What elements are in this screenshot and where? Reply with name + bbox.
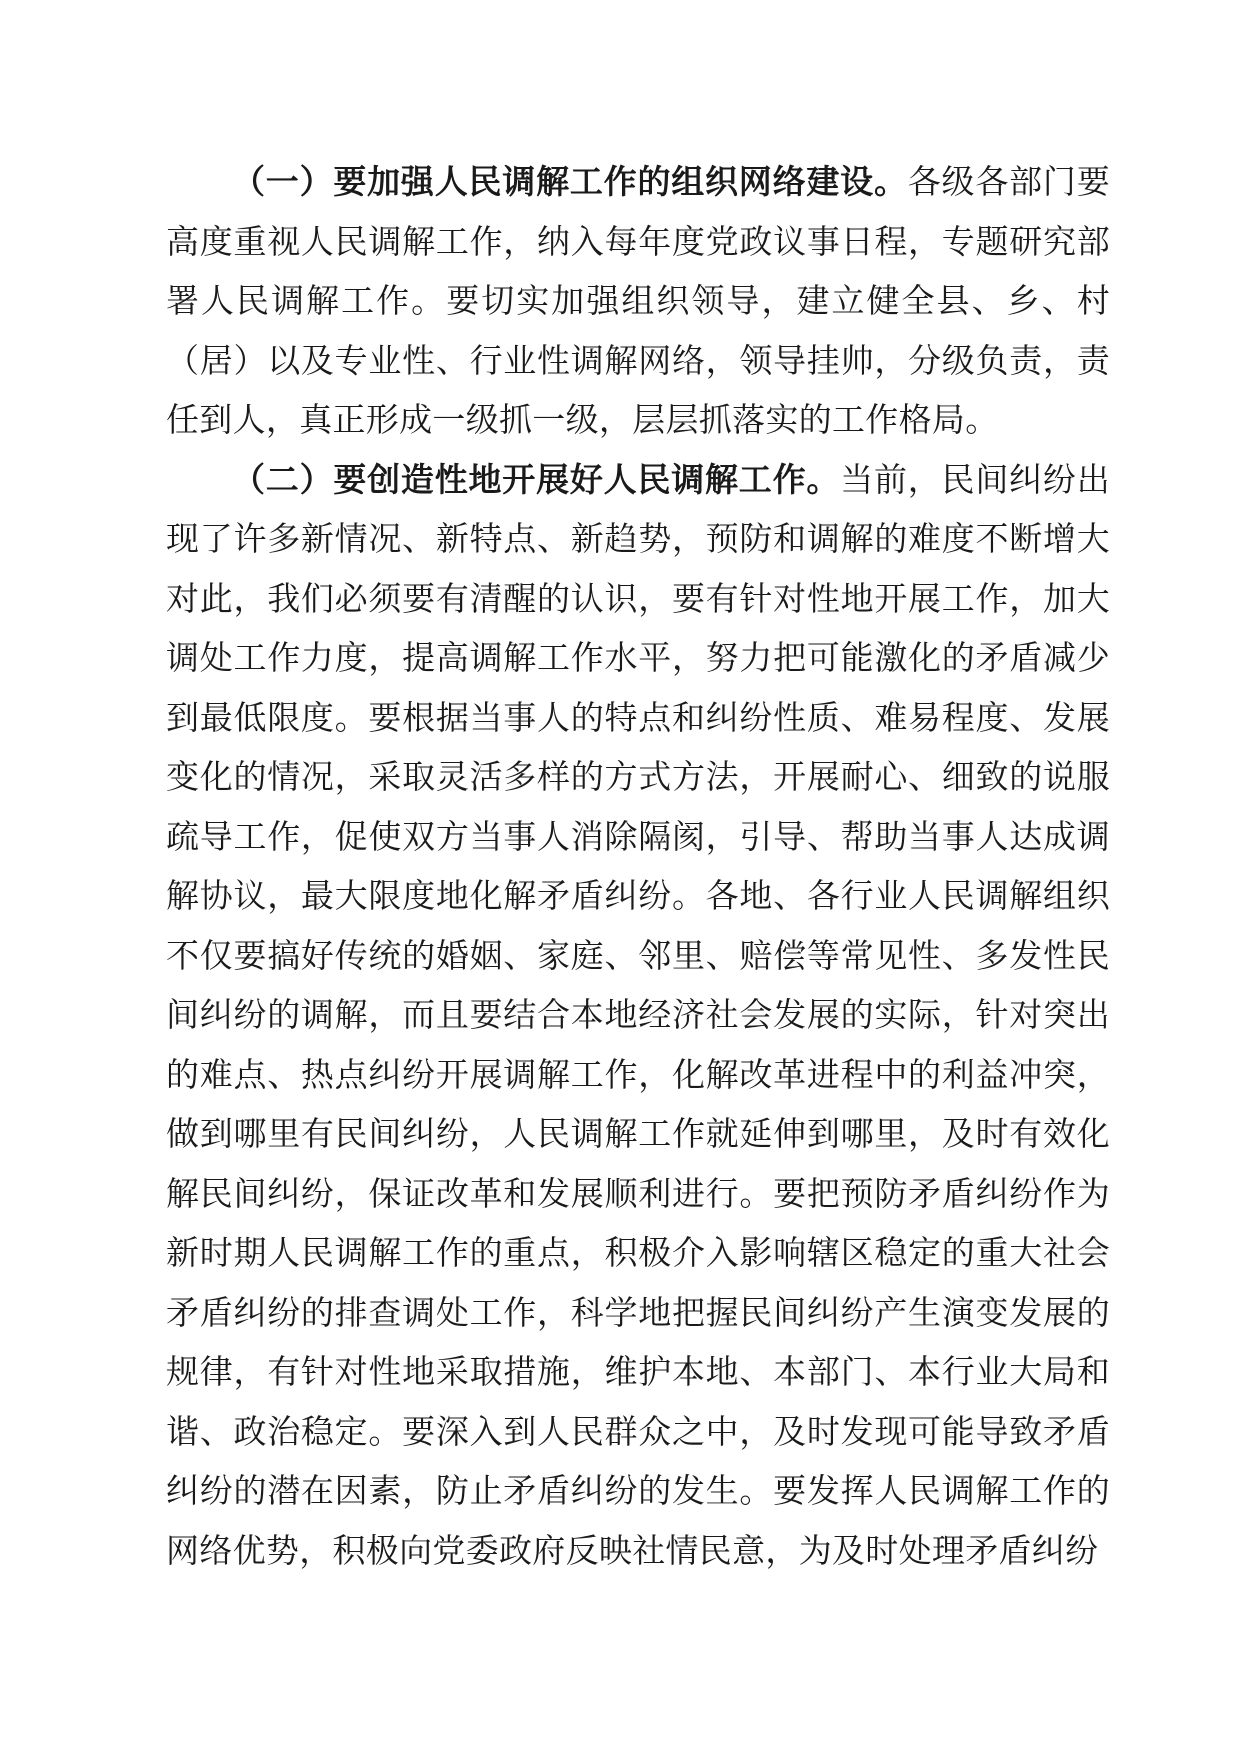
- paragraph-heading: （二）要创造性地开展好人民调解工作。: [232, 459, 841, 499]
- paragraph-heading: （一）要加强人民调解工作的组织网络建设。: [232, 162, 908, 201]
- paragraph-organization-network: [166, 152, 1110, 450]
- document-page: [166, 152, 1110, 1580]
- paragraph-body: 各级各部门要高度重视人民调解工作，纳入每年度党政议事日程，专题研究部署人民调解工作。要切实加强组织领导，建立健全县、乡、村（居）以及专业性、行业性调解网络，领导挂帅，分级负责，责任到人，真正形成一级抓一级，层层抓落实的工作格局。: [166, 162, 1110, 439]
- paragraph-creative-mediation: [166, 450, 1110, 1581]
- paragraph-body: 当前，民间纠纷出现了许多新情况、新特点、新趋势，预防和调解的难度不断增大对此，我们必须要有清醒的认识，要有针对性地开展工作，加大调处工作力度，提高调解工作水平，努力把可能激化的矛盾减少到最低限度。要根据当事人的特点和纠纷性质、难易程度、发展变化的情况，采取灵活多样的方式方法，开展耐心、细致的说服疏导工作，促使双方当事人消除隔阂，引导、帮助当事人达成调解协议，最大限度地化解矛盾纠纷。各地、各行业人民调解组织不仅要搞好传统的婚姻、家庭、邻里、赔偿等常见性、多发性民间纠纷的调解，而且要结合本地经济社会发展的实际，针对突出的难点、热点纠纷开展调解工作，化解改革进程中的利益冲突，做到哪里有民间纠纷，人民调解工作就延伸到哪里，及时有效化解民间纠纷，保证改革和发展顺利进行。要把预防矛盾纠纷作为新时期人民调解工作的重点，积极介入影响辖区稳定的重大社会矛盾纠纷的排查调处工作，科学地把握民间纠纷产生演变发展的规律，有针对性地采取措施，维护本地、本部门、本行业大局和谐、政治稳定。要深入到人民群众之中，及时发现可能导致矛盾纠纷的潜在因素，防止矛盾纠纷的发生。要发挥人民调解工作的网络优势，积极向党委政府反映社情民意，为及时处理矛盾纠纷: [166, 459, 1111, 1570]
